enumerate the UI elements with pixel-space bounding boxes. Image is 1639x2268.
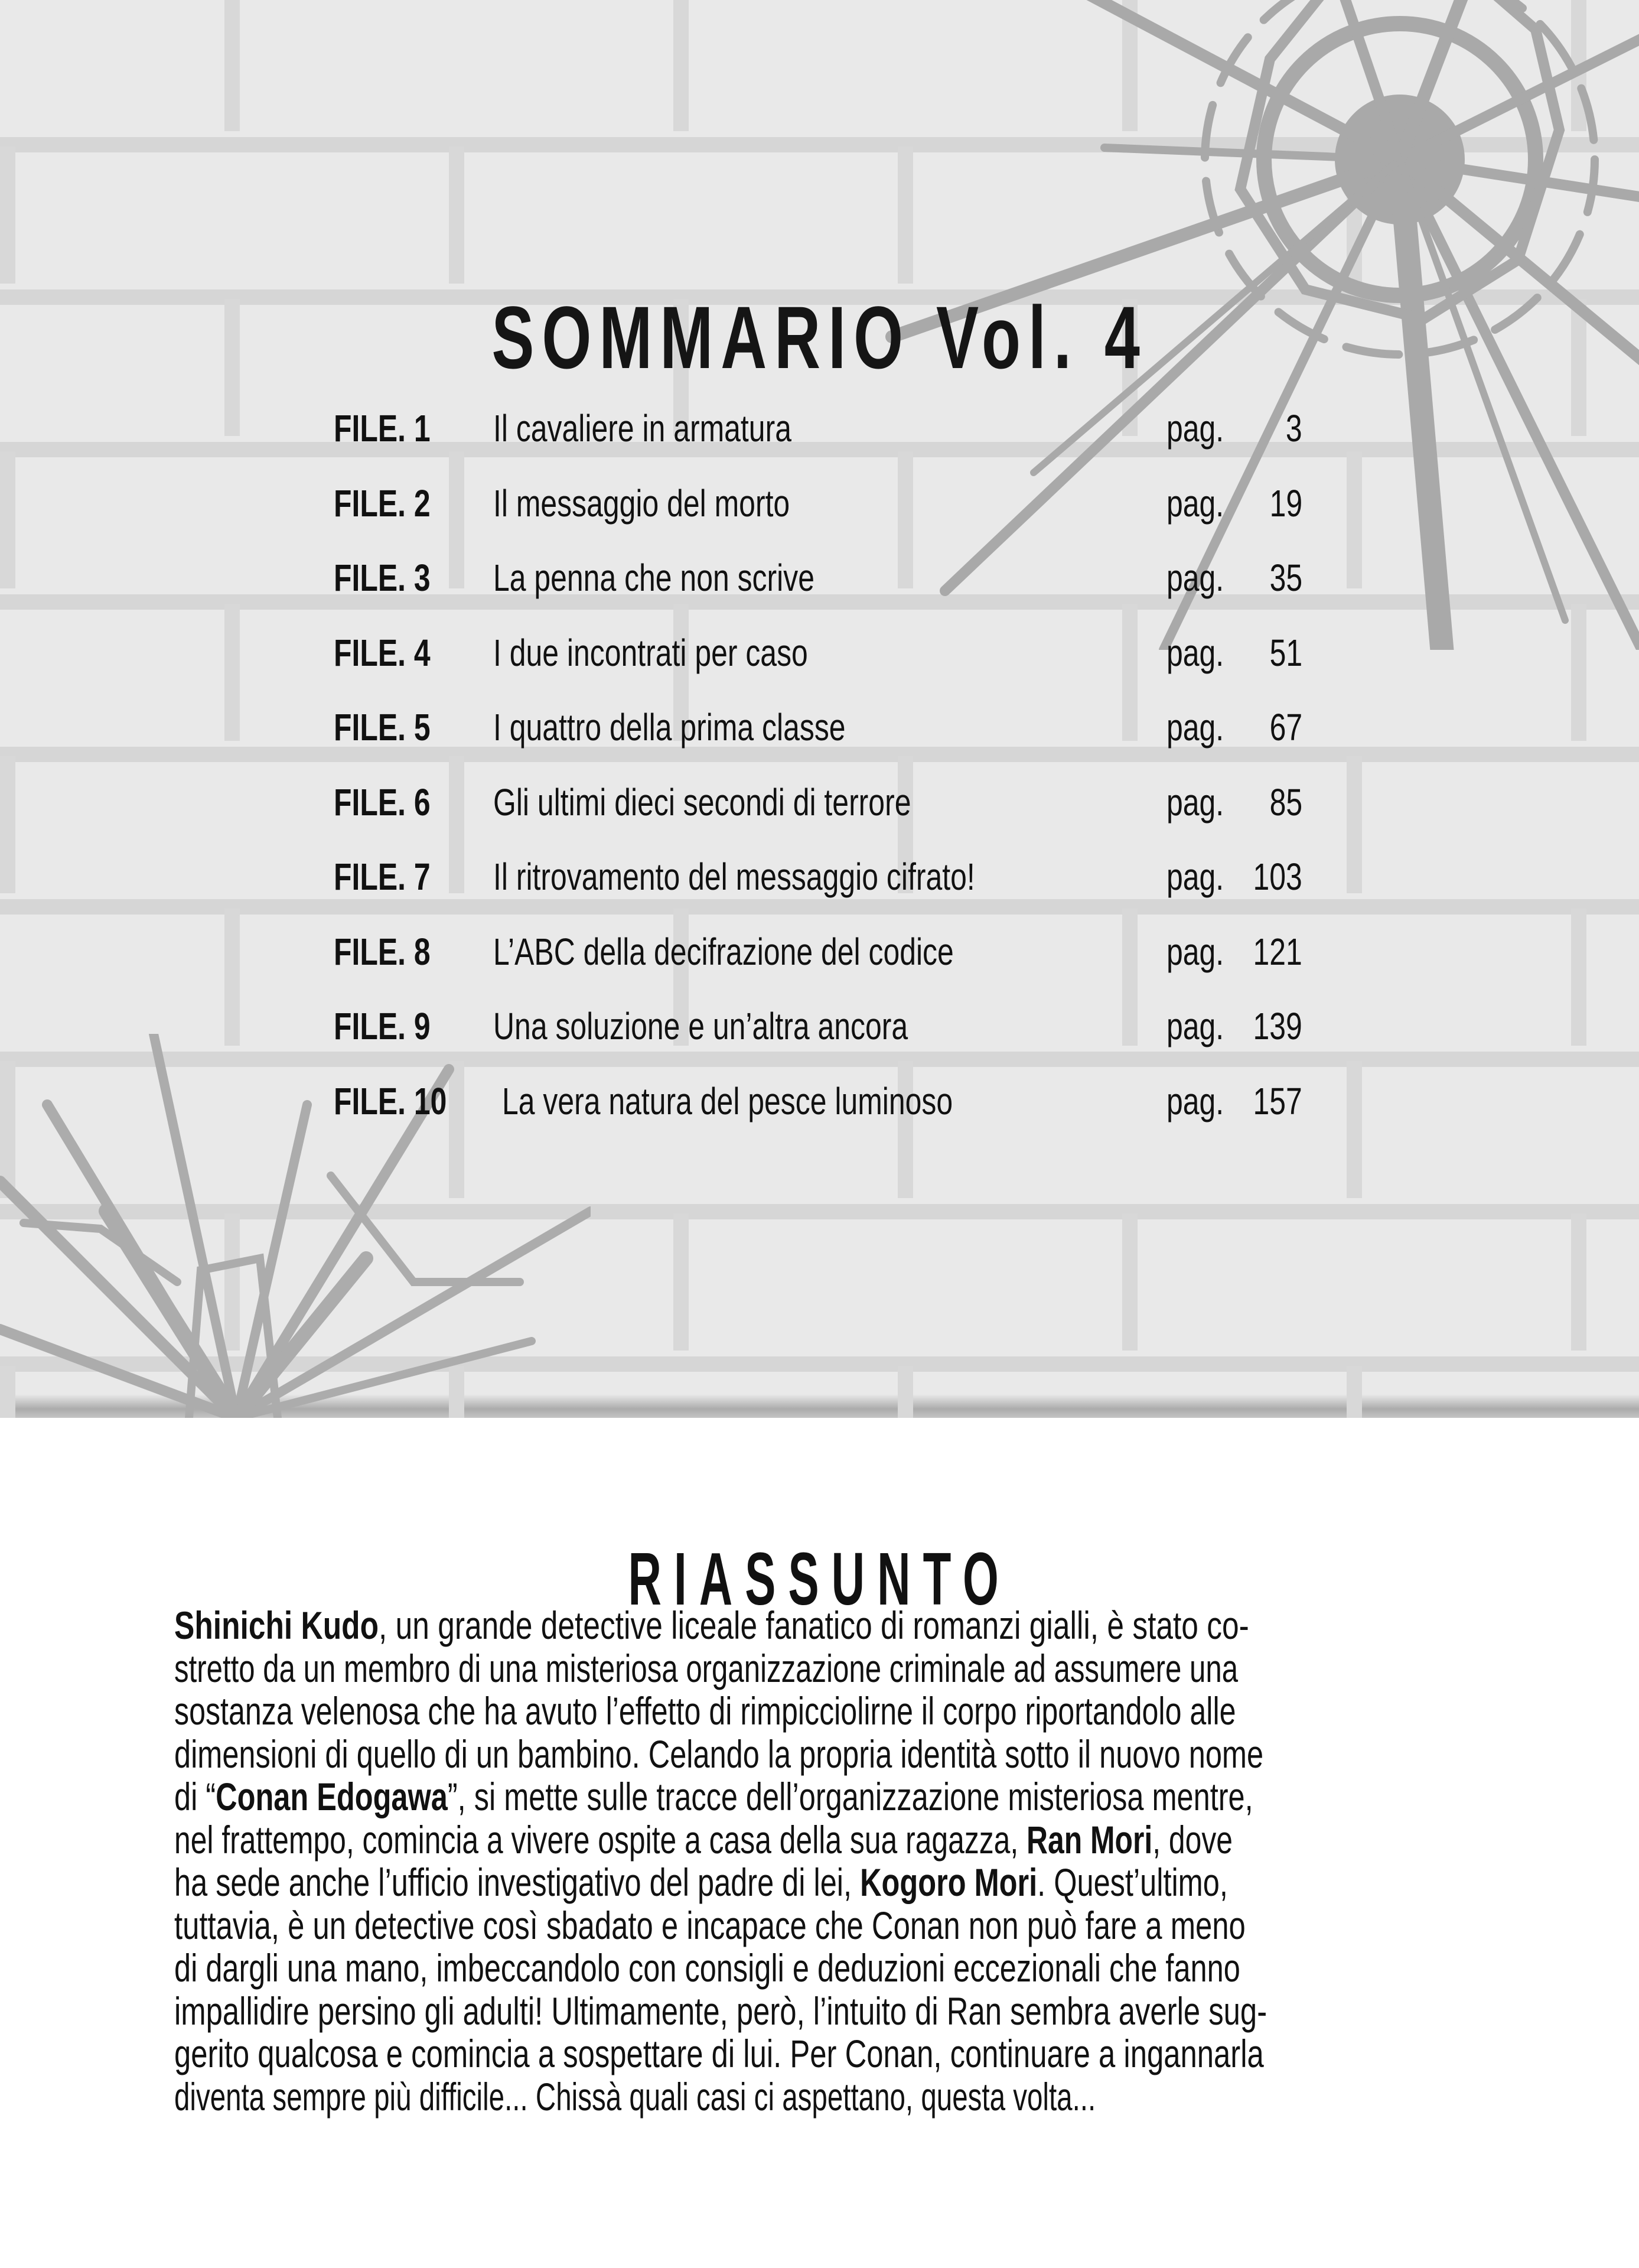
mortar-joint: [673, 1213, 689, 1351]
mortar-joint: [1571, 909, 1586, 1046]
toc-entry: [334, 776, 1314, 851]
summary-line: [174, 1947, 1465, 1990]
toc-page-number: 51: [1269, 631, 1302, 674]
toc-entry: [334, 402, 1314, 477]
summary-line: [174, 1733, 1465, 1776]
toc-pag-label: pag.: [1166, 706, 1224, 749]
toc-chapter-title: La penna che non scrive: [493, 557, 814, 599]
toc-entry: [334, 701, 1314, 776]
toc-file-label: FILE. 2: [334, 481, 431, 525]
summary-text: ”, si mette sulle tracce dell’organizzazione misteriosa mentre,: [447, 1775, 1253, 1818]
summary-line: [174, 1647, 1465, 1690]
toc-pag-label: pag.: [1166, 631, 1224, 674]
mortar-joint: [1571, 1213, 1586, 1351]
toc-file-label: FILE. 3: [334, 557, 431, 599]
mortar-joint: [1122, 1213, 1138, 1351]
toc-pag-label: pag.: [1166, 930, 1224, 973]
toc-chapter-title: Il cavaliere in armatura: [493, 407, 791, 450]
mortar-joint: [0, 147, 15, 284]
toc-file-label: FILE. 8: [334, 930, 431, 973]
summary-text: stretto da un membro di una misteriosa organizzazione criminale ad assumere una: [174, 1646, 1239, 1690]
toc-chapter-title: I quattro della prima classe: [493, 706, 846, 749]
summary-text: diventa sempre più difficile... Chissà quali casi ci aspettano, questa volta...: [174, 2074, 1096, 2119]
summary-title: RIASSUNTO: [628, 1537, 1011, 1621]
summary-text: di “: [174, 1775, 216, 1818]
summary-text: , un grande detective liceale fanatico di romanzi gialli, è stato co-: [379, 1603, 1249, 1647]
toc-page-number: 85: [1269, 780, 1302, 824]
toc-file-label: FILE. 4: [334, 631, 431, 674]
summary-line: [174, 1990, 1465, 2033]
summary-text: ha sede anche l’ufficio investigativo del padre di lei,: [174, 1860, 861, 1904]
toc-pag-label: pag.: [1166, 855, 1224, 898]
toc-chapter-title: Il ritrovamento del messaggio cifrato!: [493, 855, 975, 898]
toc-entry: [334, 850, 1314, 925]
summary-text: di dargli una mano, imbeccandolo con consigli e deduzioni eccezionali che fanno: [174, 1946, 1240, 1990]
mortar-joint: [1347, 1366, 1362, 1418]
mortar-joint: [224, 604, 240, 741]
summary-line: [174, 2075, 1465, 2119]
toc-page-number: 35: [1269, 557, 1302, 599]
summary-line: [174, 1861, 1465, 1904]
toc-pag-label: pag.: [1166, 780, 1224, 824]
summary-text: gerito qualcosa e comincia a sospettare di lui. Per Conan, continuare a ingannarla: [174, 2032, 1264, 2075]
summary-text: nel frattempo, comincia a vivere ospite a casa della sua ragazza,: [174, 1817, 1027, 1862]
character-name: Ran Mori: [1027, 1817, 1153, 1862]
toc-file-label: FILE. 6: [334, 780, 431, 824]
summary-line: [174, 2032, 1465, 2075]
toc-entry: [334, 925, 1314, 1000]
toc-chapter-title: Gli ultimi dieci secondi di terrore: [493, 780, 911, 824]
toc-chapter-title: Il messaggio del morto: [493, 481, 790, 525]
toc-pag-label: pag.: [1166, 1005, 1224, 1047]
mortar-joint: [673, 0, 689, 131]
mortar-joint: [224, 0, 240, 131]
toc-chapter-title: I due incontrati per caso: [493, 631, 808, 674]
toc-chapter-title: Una soluzione e un’altra ancora: [493, 1005, 908, 1047]
toc-page-number: 3: [1286, 407, 1302, 450]
toc-pag-label: pag.: [1166, 481, 1224, 525]
toc-page-number: 19: [1269, 481, 1302, 525]
character-name: Conan Edogawa: [216, 1775, 448, 1818]
toc-file-label: FILE. 10: [334, 1079, 447, 1122]
summary-paragraph: [174, 1604, 1465, 2118]
character-name: Kogoro Mori: [860, 1860, 1038, 1904]
toc-pag-label: pag.: [1166, 557, 1224, 599]
summary-line: [174, 1690, 1465, 1733]
toc-file-label: FILE. 9: [334, 1005, 431, 1047]
mortar-joint: [0, 756, 15, 893]
summary-line: [174, 1604, 1465, 1647]
toc-page-number: 103: [1253, 855, 1302, 898]
toc-entry: [334, 626, 1314, 701]
character-name: Shinichi Kudo: [174, 1603, 379, 1647]
toc-page-number: 157: [1253, 1079, 1302, 1122]
summary-line: [174, 1818, 1465, 1862]
toc-chapter-title: La vera natura del pesce luminoso: [502, 1079, 953, 1122]
mortar-joint: [898, 1366, 913, 1418]
mortar-joint: [224, 909, 240, 1046]
summary-text: . Quest’ultimo,: [1037, 1860, 1228, 1904]
table-of-contents: [334, 402, 1314, 1149]
summary-text: sostanza velenosa che ha avuto l’effetto di rimpicciolirne il corpo riportandolo alle: [174, 1689, 1236, 1733]
mortar-joint: [1347, 1061, 1362, 1198]
toc-pag-label: pag.: [1166, 1079, 1224, 1122]
mortar-joint: [1347, 756, 1362, 893]
toc-file-label: FILE. 7: [334, 855, 431, 898]
mortar-joint: [449, 147, 464, 284]
summary-line: [174, 1904, 1465, 1947]
toc-file-label: FILE. 5: [334, 706, 431, 749]
toc-page-number: 139: [1253, 1005, 1302, 1047]
toc-file-label: FILE. 1: [334, 407, 431, 450]
toc-entry: [334, 1000, 1314, 1075]
page-title: SOMMARIO Vol. 4: [491, 287, 1148, 387]
mortar-joint: [0, 451, 15, 588]
summary-line: [174, 1775, 1465, 1818]
toc-page-number: 67: [1269, 706, 1302, 749]
toc-page-number: 121: [1253, 930, 1302, 973]
summary-text: , dove: [1152, 1817, 1233, 1862]
toc-entry: [334, 551, 1314, 626]
toc-entry: [334, 477, 1314, 552]
toc-chapter-title: L’ABC della decifrazione del codice: [493, 930, 954, 973]
summary-text: tuttavia, è un detective così sbadato e incapace che Conan non può fare a meno: [174, 1903, 1246, 1947]
summary-text: impallidire persino gli adulti! Ultimamente, però, l’intuito di Ran sembra averle sug-: [174, 1989, 1267, 2033]
summary-text: dimensioni di quello di un bambino. Celando la propria identità sotto il nuovo nome: [174, 1732, 1264, 1776]
toc-pag-label: pag.: [1166, 407, 1224, 450]
toc-entry: [334, 1075, 1314, 1150]
